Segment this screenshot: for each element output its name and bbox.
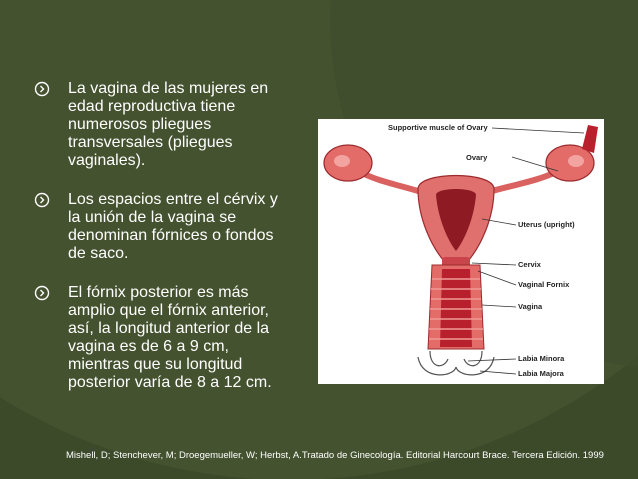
vaginal-canal (440, 269, 472, 347)
bullet-text: Los espacios entre el cérvix y la unión de la vagina se denominan fórnices o fondos de saco. (68, 191, 278, 262)
bullet-list (34, 80, 294, 413)
label-ovary: Ovary (466, 153, 488, 162)
label-supportive-muscle: Supportive muscle of Ovary (388, 123, 488, 132)
label-vagina: Vagina (518, 302, 543, 311)
label-cervix: Cervix (518, 260, 541, 269)
bullet-item (34, 284, 294, 392)
supportive-muscle-of-ovary (582, 125, 598, 153)
circled-arrow-icon (34, 285, 50, 301)
labia-minora (430, 351, 482, 366)
citation: Mishell, D; Stenchever, M; Droegemueller, W; Herbst, A.Tratado de Ginecología. Editorial Harcourt Brace. Tercera Edición. 1999 (66, 450, 604, 461)
bullet-text: La vagina de las mujeres en edad reproductiva tiene numerosos pliegues transversales (pliegues vaginales). (68, 80, 269, 169)
right-ovary-highlight (568, 155, 584, 167)
labia-majora (418, 357, 494, 375)
female-reproductive-illustration (318, 119, 604, 384)
bullet-item (34, 191, 294, 263)
bullet-item (34, 80, 294, 170)
label-uterus: Uterus (upright) (518, 220, 575, 229)
label-labia-majora: Labia Majora (518, 369, 564, 378)
bullet-text: El fórnix posterior es más amplio que el fórnix anterior, así, la longitud anterior de la vagina es de 6 a 9 cm, mientras que su longitud posterior varía de 8 a 12 cm. (68, 284, 272, 391)
label-vaginal-fornix: Vaginal Fornix (518, 280, 570, 289)
left-fallopian-tube (362, 173, 418, 191)
left-ovary-highlight (334, 155, 350, 167)
circled-arrow-icon (34, 192, 50, 208)
anatomy-figure (318, 119, 604, 384)
label-labia-minora: Labia Minora (518, 354, 565, 363)
circled-arrow-icon (34, 81, 50, 97)
right-fallopian-tube (492, 173, 554, 191)
